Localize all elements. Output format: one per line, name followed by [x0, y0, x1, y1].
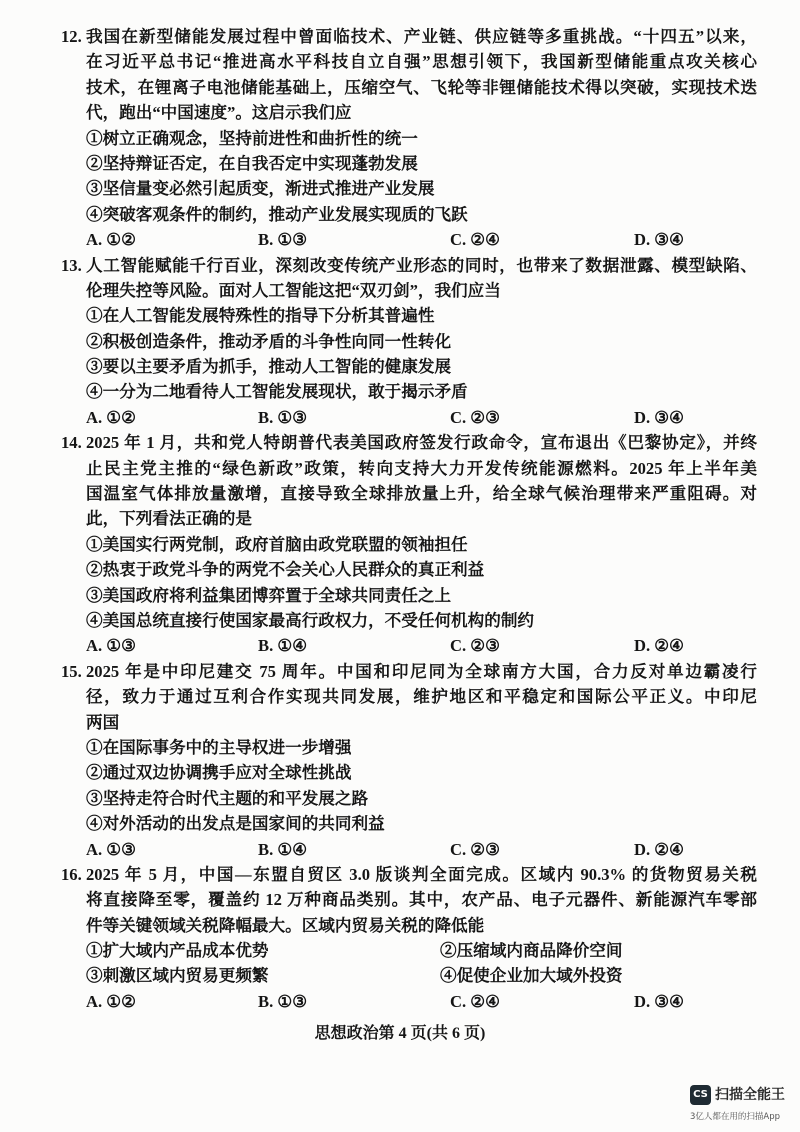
option-row	[86, 938, 757, 963]
scanner-brand-name: 扫描全能王	[715, 1087, 785, 1103]
scanner-logo-icon: CS	[690, 1085, 711, 1105]
exam-page-content	[61, 24, 757, 1014]
stem-line	[61, 659, 757, 684]
stem-line	[61, 253, 757, 278]
answer-choices	[86, 837, 757, 862]
option-item: ②积极创造条件，推动矛盾的斗争性向同一性转化	[86, 331, 452, 351]
option-item: ③坚信量变必然引起质变，渐进式推进产业发展	[86, 179, 435, 199]
option-item: ②热衷于政党斗争的两党不会关心人民群众的真正利益	[86, 560, 485, 580]
stem-line	[61, 24, 757, 49]
question-13	[61, 253, 757, 431]
answer-choice-a: A. ①②	[86, 991, 137, 1011]
option-item: ①扩大域内产品成本优势	[86, 941, 269, 961]
stem-line: 件等关键领域关税降幅最大。区域内贸易关税的降低能	[86, 915, 485, 935]
answer-choice-d: D. ③④	[634, 230, 685, 250]
stem-text: 2025 年是中印尼建交 75 周年。中国和印尼同为全球南方大国，合力反对单边霸凌行	[86, 661, 757, 681]
option-item: ②压缩域内商品降价空间	[440, 941, 623, 961]
stem-text: 我国在新型储能发展过程中曾面临技术、产业链、供应链等多重挑战。“十四五”以来，	[86, 27, 757, 46]
option-item: ④一分为二地看待人工智能发展现状，敢于揭示矛盾	[86, 382, 468, 402]
answer-choice-a: A. ①②	[86, 230, 137, 250]
answer-choice-a: A. ①②	[86, 407, 137, 427]
stem-text: 2025 年 1 月，共和党人特朗普代表美国政府签发行政命令，宣布退出《巴黎协定》，并终	[86, 433, 757, 453]
answer-choice-b: B. ①③	[258, 407, 308, 427]
option-item: ②通过双边协调携手应对全球性挑战	[86, 763, 352, 783]
question-number: 15.	[61, 661, 82, 681]
option-item: ①在国际事务中的主导权进一步增强	[86, 737, 352, 757]
answer-choice-b: B. ①③	[258, 991, 308, 1011]
answer-choice-c: C. ②③	[450, 636, 501, 656]
answer-choices	[86, 989, 757, 1014]
answer-choice-b: B. ①④	[258, 839, 308, 859]
page-footer: 思想政治第 4 页(共 6 页)	[314, 1025, 486, 1042]
answer-choice-b: B. ①③	[258, 230, 308, 250]
answer-choices	[86, 405, 757, 430]
option-item: ④美国总统直接行使国家最高行政权力，不受任何机构的制约	[86, 610, 535, 630]
answer-choice-d: D. ③④	[634, 407, 685, 427]
option-item: ③坚持走符合时代主题的和平发展之路	[86, 788, 369, 808]
option-item: ①在人工智能发展特殊性的指导下分析其普遍性	[86, 306, 435, 326]
stem-line: 将直接降至零，覆盖约 12 万种商品类别。其中，农产品、电子元器件、新能源汽车零部	[86, 890, 757, 910]
question-15	[61, 659, 757, 862]
answer-choice-a: A. ①③	[86, 839, 137, 859]
scanner-tagline: 3亿人都在用的扫描App	[690, 1112, 781, 1122]
answer-choice-d: D. ③④	[634, 991, 685, 1011]
answer-choice-c: C. ②③	[450, 839, 501, 859]
option-item: ①美国实行两党制，政府首脑由政党联盟的领袖担任	[86, 534, 468, 554]
stem-line: 止民主党主推的“绿色新政”政策，转向支持大力开发传统能源燃料。2025 年上半年美	[86, 458, 757, 478]
option-item: ①树立正确观念，坚持前进性和曲折性的统一	[86, 128, 418, 148]
stem-line: 技术，在锂离子电池储能基础上，压缩空气、飞轮等非锂储能技术得以突破，实现技术迭	[86, 77, 757, 97]
answer-choices	[86, 227, 757, 252]
option-row	[86, 963, 757, 988]
question-number: 16.	[61, 864, 82, 884]
option-item: ④促使企业加大域外投资	[440, 966, 623, 986]
answer-choice-c: C. ②④	[450, 230, 501, 250]
answer-choice-a: A. ①③	[86, 636, 137, 656]
stem-line: 两国	[86, 712, 120, 732]
answer-choice-c: C. ②④	[450, 991, 501, 1011]
option-item: ③美国政府将利益集团博弈置于全球共同责任之上	[86, 585, 452, 605]
stem-line: 国温室气体排放量激增，直接导致全球排放量上升，给全球气候治理带来严重阻碍。对	[86, 484, 757, 504]
answer-choice-b: B. ①④	[258, 636, 308, 656]
stem-line: 在习近平总书记“推进高水平科技自立自强”思想引领下，我国新型储能重点攻关核心	[86, 52, 757, 72]
question-14	[61, 430, 757, 659]
stem-text: 2025 年 5 月，中国—东盟自贸区 3.0 版谈判全面完成。区域内 90.3% 的货物贸易关税	[86, 864, 757, 884]
answer-choice-d: D. ②④	[634, 636, 685, 656]
question-number: 12.	[61, 27, 82, 46]
stem-line: 此，下列看法正确的是	[86, 509, 252, 529]
question-number: 14.	[61, 433, 82, 453]
option-item: ③刺激区域内贸易更频繁	[86, 966, 269, 986]
stem-text: 人工智能赋能千行百业，深刻改变传统产业形态的同时，也带来了数据泄露、模型缺陷、	[86, 255, 757, 275]
question-number: 13.	[61, 255, 82, 275]
stem-line	[61, 430, 757, 455]
answer-choice-d: D. ②④	[634, 839, 685, 859]
stem-line	[61, 862, 757, 887]
answer-choices	[86, 633, 757, 658]
option-item: ④对外活动的出发点是国家间的共同利益	[86, 814, 385, 834]
stem-line: 代，跑出“中国速度”。这启示我们应	[86, 103, 352, 123]
option-item: ②坚持辩证否定，在自我否定中实现蓬勃发展	[86, 153, 418, 173]
stem-line: 伦理失控等风险。面对人工智能这把“双刃剑”，我们应当	[86, 280, 501, 300]
question-12	[61, 24, 757, 253]
stem-line: 径，致力于通过互利合作实现共同发展，维护地区和平稳定和国际公平正义。中印尼	[86, 687, 757, 707]
option-item: ③要以主要矛盾为抓手，推动人工智能的健康发展	[86, 357, 452, 377]
answer-choice-c: C. ②③	[450, 407, 501, 427]
option-item: ④突破客观条件的制约，推动产业发展实现质的飞跃	[86, 204, 468, 224]
question-16	[61, 862, 757, 1014]
